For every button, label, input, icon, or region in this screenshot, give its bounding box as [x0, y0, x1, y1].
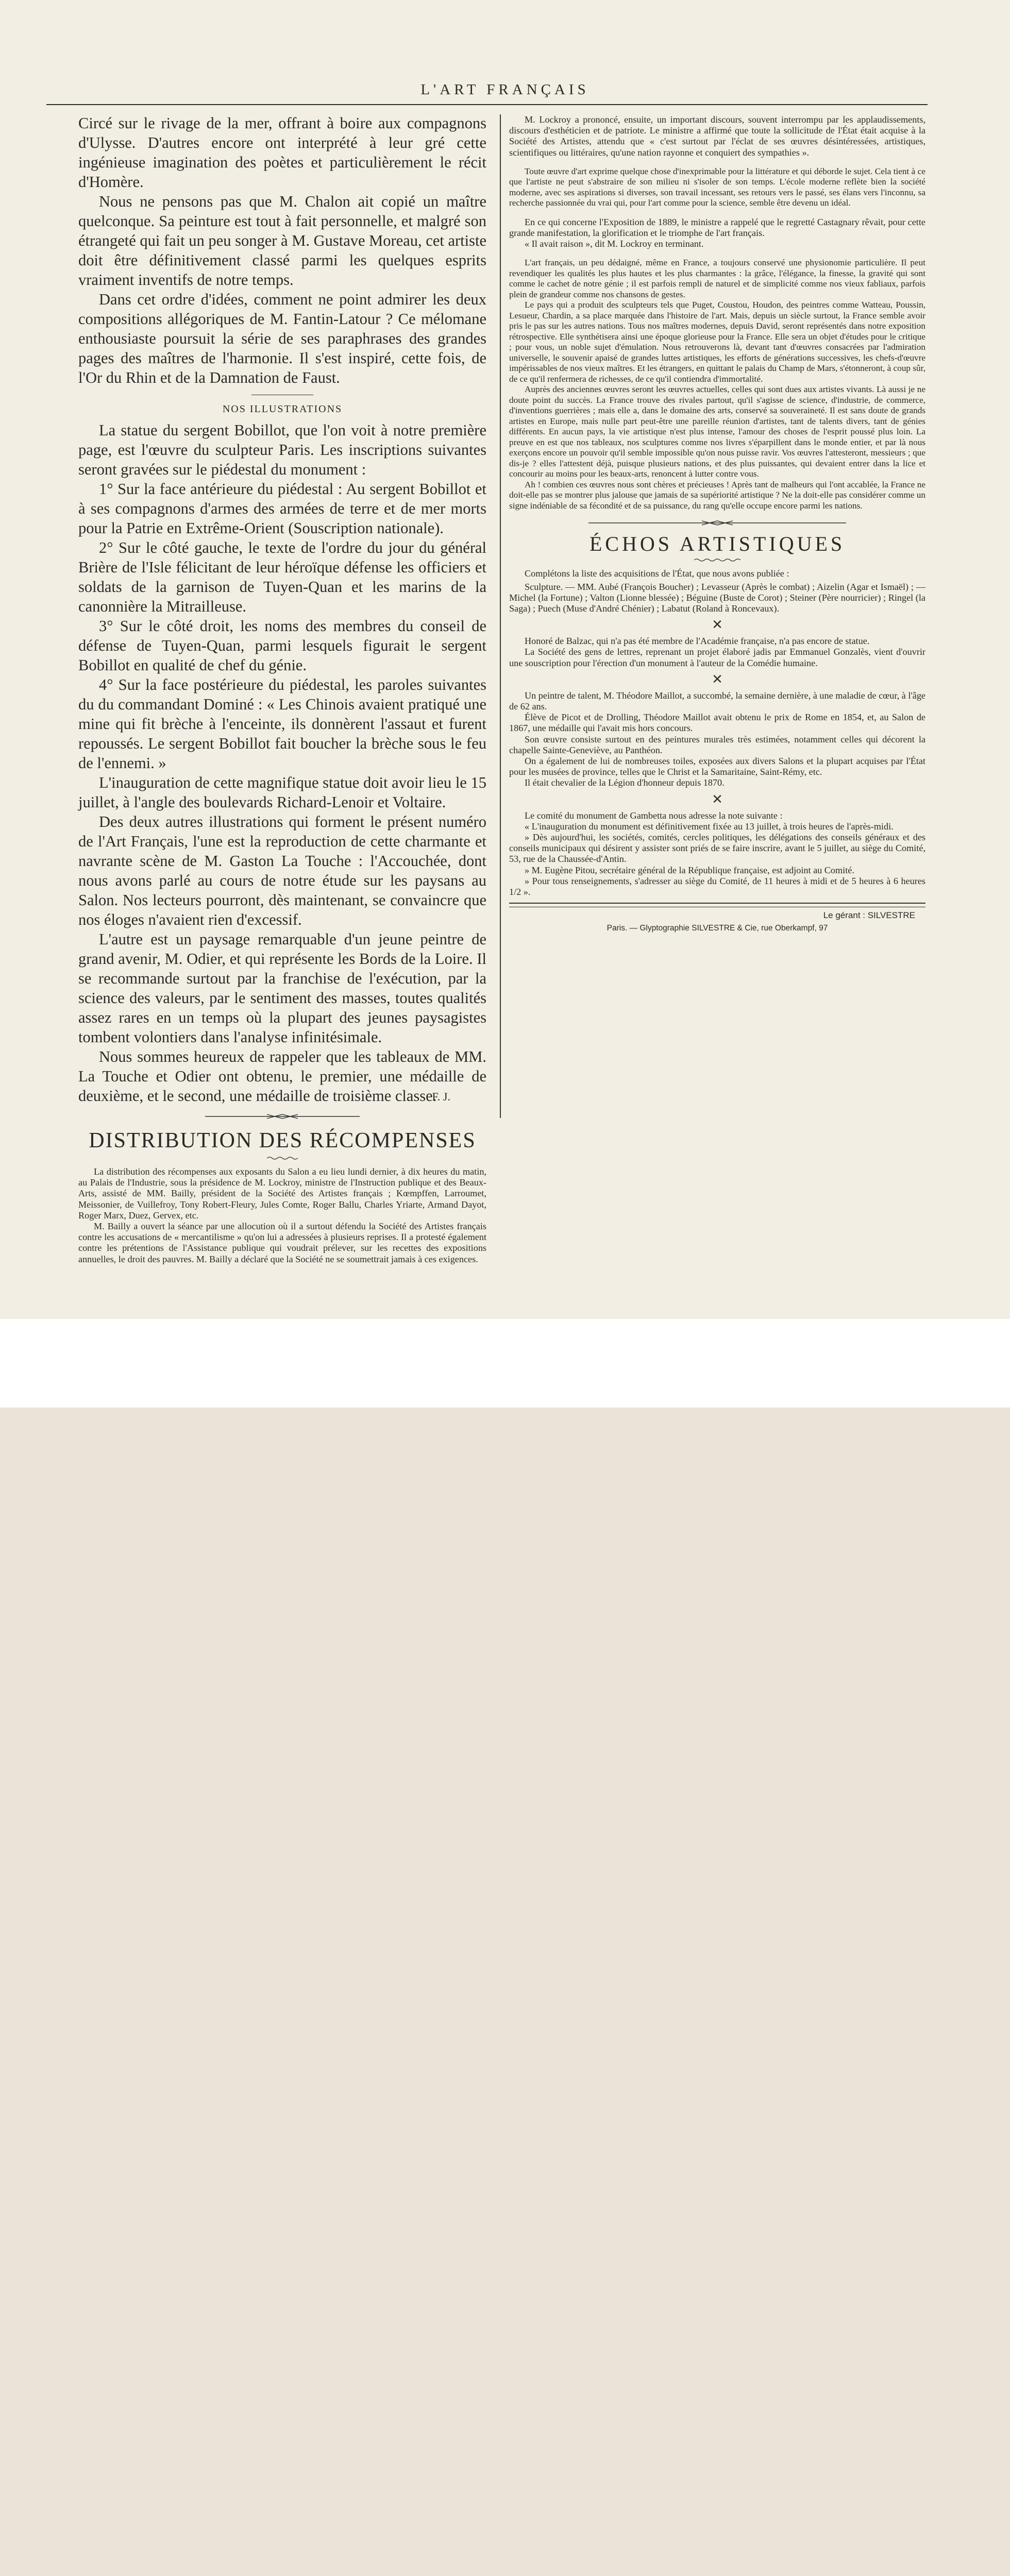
- paragraph: Des deux autres illustrations qui forment le présent numéro de l'Art Français, l'une est la reproduction de cette charmante et navrante scène de M. Gaston La Touche : l'Accouchée, dont nous avons parlé au cours de notre étude sur les paysans au Salon. Nos lecteurs pourront, dès maintenant, se convaincre que nos éloges n'avaient rien d'excessif.: [78, 813, 486, 928]
- wave-ornament: [267, 1156, 298, 1160]
- paragraph: « L'inauguration du monument est définitivement fixée au 13 juillet, à trois heures de l'après-midi.: [525, 821, 894, 832]
- paragraph: La Société des gens de lettres, reprenant un projet élaboré jadis par Emmanuel Gonzalès, vient d'ouvrir une souscription pour l'érection d'un monument à l'auteur de la Comédie humaine.: [509, 647, 925, 668]
- paragraph: M. Bailly a ouvert la séance par une allocution où il a surtout défendu la Société des Artistes français contre les accusations de « mercantilisme » qu'on lui a adressées à plusieurs reprises. Il a protesté également contre les prétentions de l'Assistance publique qui voudrait prélever, sur les recettes des expositions annuelles, le droit des pauvres. M. Bailly a déclaré que la Société ne se soumettrait jamais à ces exigences.: [78, 1221, 486, 1264]
- paragraph: La distribution des récompenses aux exposants du Salon a eu lieu lundi dernier, à dix heures du matin, au Palais de l'Industrie, sous la présidence de M. Lockroy, ministre de l'Instruction publique et des Beaux-Arts, assisté de MM. Bailly, président de la Société des Artistes français ; Kœmpffen, Larroumet, Meissonier, de Vuillefroy, Tony Robert-Fleury, Jules Comte, Roger Ballu, Charles Yriarte, Armand Dayot, Roger Marx, Duez, Gervex, etc.: [78, 1166, 486, 1221]
- left-column: [78, 113, 486, 1265]
- header-rule: [46, 104, 928, 105]
- paragraph: Nous sommes heureux de rappeler que les tableaux de MM. La Touche et Odier ont obtenu, le premier, une médaille de deuxième, et le second, une médaille de troisième classe.: [78, 1048, 486, 1105]
- paragraph: Complétons la liste des acquisitions de l'État, que nous avons publiée :: [525, 568, 789, 579]
- section-heading-echos: ÉCHOS ARTISTIQUES: [589, 532, 846, 556]
- paragraph: Élève de Picot et de Drolling, Théodore Maillot avait obtenu le prix de Rome en 1854, et, au Salon de 1867, une médaille qui l'avait mis hors concours.: [509, 712, 925, 734]
- article-signature: F. J.: [432, 1090, 450, 1103]
- paragraph: » Dès aujourd'hui, les sociétés, comités, cercles politiques, les délégations des conseils généraux et des conseils municipaux qui désirent y assister sont priés de se faire inscrire, avant le 5 juillet, au siège du Comité, 53, rue de la Chaussée-d'Antin.: [509, 832, 925, 865]
- column-divider: [500, 114, 501, 1118]
- gerant-rule: [509, 903, 925, 907]
- paragraph: » Pour tous renseignements, s'adresser au siège du Comité, de 11 heures à midi et de 5 heures à 6 heures 1/2 ».: [509, 875, 925, 897]
- paragraph: 2° Sur le côté gauche, le texte de l'ordre du jour du général Brière de l'Isle félicitant de leur héroïque défense les officiers et soldats de la garnison de Tuyen-Quan et les marins de la canonnière la Mitrailleuse.: [78, 539, 486, 615]
- paragraph: L'inauguration de cette magnifique statue doit avoir lieu le 15 juillet, à l'angle des boulevards Richard-Lenoir et Voltaire.: [78, 774, 486, 811]
- wave-ornament: [694, 558, 740, 562]
- paragraph: Dans cet ordre d'idées, comment ne point admirer les deux compositions allégoriques de M. Fantin-Latour ? Ce mélomane enthousiaste poursuit la série de ses paraphrases des grandes pages des maîtres de l'harmonie. Il s'est inspiré, cette fois, de l'Or du Rhin et de la Damnation de Faust.: [78, 291, 486, 386]
- acquisitions-list: Sculpture. — MM. Aubé (François Boucher) ; Levasseur (Après le combat) ; Aizelin (Agar et Ismaël) ; — Michel (la Fortune) ; Valton (Lionne blessée) ; Béguine (Buste de Corot) ; Steiner (Père nourricier) ; Ringel (la Saga) ; Puech (Muse d'André Chénier) ; Labatut (Roland à Roncevaux).: [509, 581, 925, 614]
- quote-paragraph: Le pays qui a produit des sculpteurs tels que Puget, Coustou, Houdon, des peintres comme Watteau, Poussin, Lesueur, Chardin, a sa place marquée dans l'histoire de l'art. Mais, depuis un siècle surtout, la France semble avoir pris le pas sur les autres nations. Tous nos maîtres modernes, depuis David, seront représentés dans notre exposition rétrospective. Elle synthétisera ainsi une époque glorieuse pour la France. Elle sera un objet d'études pour le critique ; pour vous, un noble sujet d'émulation. Nous retrouverons là, devant tant d'œuvres consacrées par l'admiration universelle, le souvenir apaisé de grandes luttes artistiques, les efforts de générations successives, les chefs-d'œuvre impérissables de nos vieux maîtres. Et les étrangers, en quittant le palais du Champ de Mars, s'étonneront, à coup sûr, de ce qu'il renfermera de richesses, de ce qu'il contiendra d'immortalité.: [509, 300, 925, 384]
- paragraph: En ce qui concerne l'Exposition de 1889, le ministre a rappelé que le regretté Castagnary rêvait, pour cette grande manifestation, la glorification et le triomphe de l'art français.: [509, 216, 925, 239]
- separator-cross: ✕: [712, 671, 723, 687]
- paragraph: Nous ne pensons pas que M. Chalon ait copié un maître quelconque. Sa peinture est tout à fait personnelle, et malgré son étrangeté qui fait un peu songer à M. Gustave Moreau, cet artiste doit être définitivement classé parmi les quelques esprits vraiment inventifs de notre temps.: [78, 193, 486, 289]
- running-header: L'ART FRANÇAIS: [420, 81, 590, 98]
- paragraph: » M. Eugène Pitou, secrétaire général de la République française, est adjoint au Comité.: [525, 865, 854, 875]
- printer-line: Paris. — Glyptographie SILVESTRE & Cie, rue Oberkampf, 97: [607, 924, 828, 933]
- section-heading-illustrations: NOS ILLUSTRATIONS: [222, 403, 343, 415]
- paragraph: 4° Sur la face postérieure du piédestal, les paroles suivantes du du commandant Dominé : « Les Chinois avaient pratiqué une mine qui fit brèche à l'enceinte, ils donnèrent l'assaut et furent repoussés. Le sergent Bobillot fait boucher la brèche sous le feu de l'ennemi. »: [78, 676, 486, 772]
- gerant-line: Le gérant : SILVESTRE: [823, 910, 915, 921]
- digitization-footer: [0, 1319, 1010, 1408]
- paragraph: Le comité du monument de Gambetta nous adresse la note suivante :: [525, 810, 783, 821]
- paragraph: Un peintre de talent, M. Théodore Maillot, a succombé, la semaine dernière, à une maladie de cœur, à l'âge de 62 ans.: [509, 690, 925, 712]
- paragraph: L'autre est un paysage remarquable d'un jeune peintre de grand avenir, M. Odier, et qui représente les Bords de la Loire. Il se recommande surtout par la franchise de l'exécution, par la science des valeurs, par le sentiment des masses, toutes qualités assez rares en un temps où la plupart des jeunes paysagistes tombent volontiers dans l'analyse infinitésimale.: [78, 930, 486, 1046]
- section-heading-distribution: DISTRIBUTION DES RÉCOMPENSES: [89, 1129, 476, 1153]
- paragraph: Honoré de Balzac, qui n'a pas été membre de l'Académie française, n'a pas encore de statue.: [525, 636, 870, 647]
- right-column: [509, 114, 925, 933]
- separator-cross: ✕: [712, 791, 723, 807]
- paragraph: Son œuvre consiste surtout en des peintures murales très estimées, notamment celles qui décorent la chapelle Sainte-Geneviève, au Panthéon.: [509, 734, 925, 755]
- quote-paragraph: Toute œuvre d'art exprime quelque chose d'inexprimable pour la littérature et qui déborde le sujet. Cela tient à ce que l'artiste ne peut s'abstraire de son milieu ni s'isoler de son temps. L'école moderne reflète bien la société moderne, avec ses aspirations si diverses, son travail incessant, ses retours vers le passé, ses élans vers l'inconnu, sa recherche passionnée du vrai qui, pour l'art comme pour la science, semble être devenu un idéal.: [509, 166, 925, 208]
- quote-paragraph: L'art français, un peu dédaigné, même en France, a toujours conservé une physionomie particulière. Il peut revendiquer les qualités les plus hautes et les plus charmantes : la grâce, l'élégance, la finesse, la gravité qui sont comme le cachet de notre génie ; il est parfois rempli de naturel et de simplicité comme nos vieux fabliaux, parfois plein de grandeur comme nos chansons de gestes.: [509, 258, 925, 299]
- paragraph: Circé sur le rivage de la mer, offrant à boire aux compagnons d'Ulysse. D'autres encore ont interprété à leur gré cette ingénieuse imagination des poètes et particulièrement le récit d'Homère.: [78, 114, 486, 191]
- paragraph: « Il avait raison », dit M. Lockroy en terminant.: [525, 239, 704, 249]
- paragraph: M. Lockroy a prononcé, ensuite, un important discours, souvent interrompu par les applaudissements, discours d'esthéticien et de patriote. Le ministre a affirmé que toute la sollicitude de l'État était acquise à la Société des Artistes, attendu que « c'est surtout par l'éclat de ses œuvres désintéressées, artistiques, scientifiques ou littéraires, qu'une nation rayonne et conquiert des sympathies ».: [509, 114, 925, 158]
- paragraph: On a également de lui de nombreuses toiles, exposées aux divers Salons et la plupart acquises par l'État pour les musées de province, telles que le Christ et la Samaritaine, Saint-Rémy, etc.: [509, 756, 925, 777]
- ornament-divider: [588, 519, 846, 527]
- paragraph: 1° Sur la face antérieure du piédestal : Au sergent Bobillot et à ses compagnons d'armes des armées de terre et de mer morts pour la Patrie en Extrême-Orient (Souscription nationale).: [78, 480, 486, 537]
- paragraph: Il était chevalier de la Légion d'honneur depuis 1870.: [525, 777, 725, 788]
- paragraph: La statue du sergent Bobillot, que l'on voit à notre première page, est l'œuvre du sculpteur Paris. Les inscriptions suivantes seront gravées sur le piédestal du monument :: [78, 421, 486, 478]
- paragraph: 3° Sur le côté droit, les noms des membres du conseil de défense de Tuyen-Quan, parmi lesquels figurait le sergent Bobillot en qualité de chef du génie.: [78, 617, 486, 674]
- separator-cross: ✕: [712, 617, 723, 633]
- quote-paragraph: Ah ! combien ces œuvres nous sont chères et précieuses ! Après tant de malheurs qui l'ont accablée, la France ne doit-elle pas se montrer plus jalouse que jamais de sa supériorité artistique ? Ne la doit-elle pas considérer comme un signe indéniable de sa fécondité et de sa puissance, du rang qu'elle occupe encore parmi les nations.: [509, 479, 925, 511]
- quote-paragraph: Auprès des anciennes œuvres seront les œuvres actuelles, celles qui sont dues aux artistes vivants. Là aussi je ne doute point du succès. La France trouve des rivales partout, qu'il s'agisse de science, d'industrie, de commerce, d'inventions guerrières ; mais elle a, dans le domaine des arts, conservé sa souveraineté. Il est sans doute de grands artistes en Europe, mais nulle part peut-être une pareille réunion d'artistes, tant de talents divers, tant de génies différents. En aucun pays, la vie artistique n'est plus intense, l'amour des choses de l'esprit poussé plus loin. La preuve en est que nos tableaux, nos sculptures comme nos livres s'éparpillent dans le monde entier, et par là nous exerçons encore un pouvoir qu'il semble impossible qu'on nous puisse ravir. Vos œuvres l'attesteront, messieurs ; que dis-je ? elles l'attestent déjà, puisque plusieurs nations, et des plus puissantes, qui devaient entrer dans la lice et concourir au moins pour les beaux-arts, renoncent à lutter contre vous.: [509, 384, 925, 479]
- ornament-divider: [205, 1113, 360, 1120]
